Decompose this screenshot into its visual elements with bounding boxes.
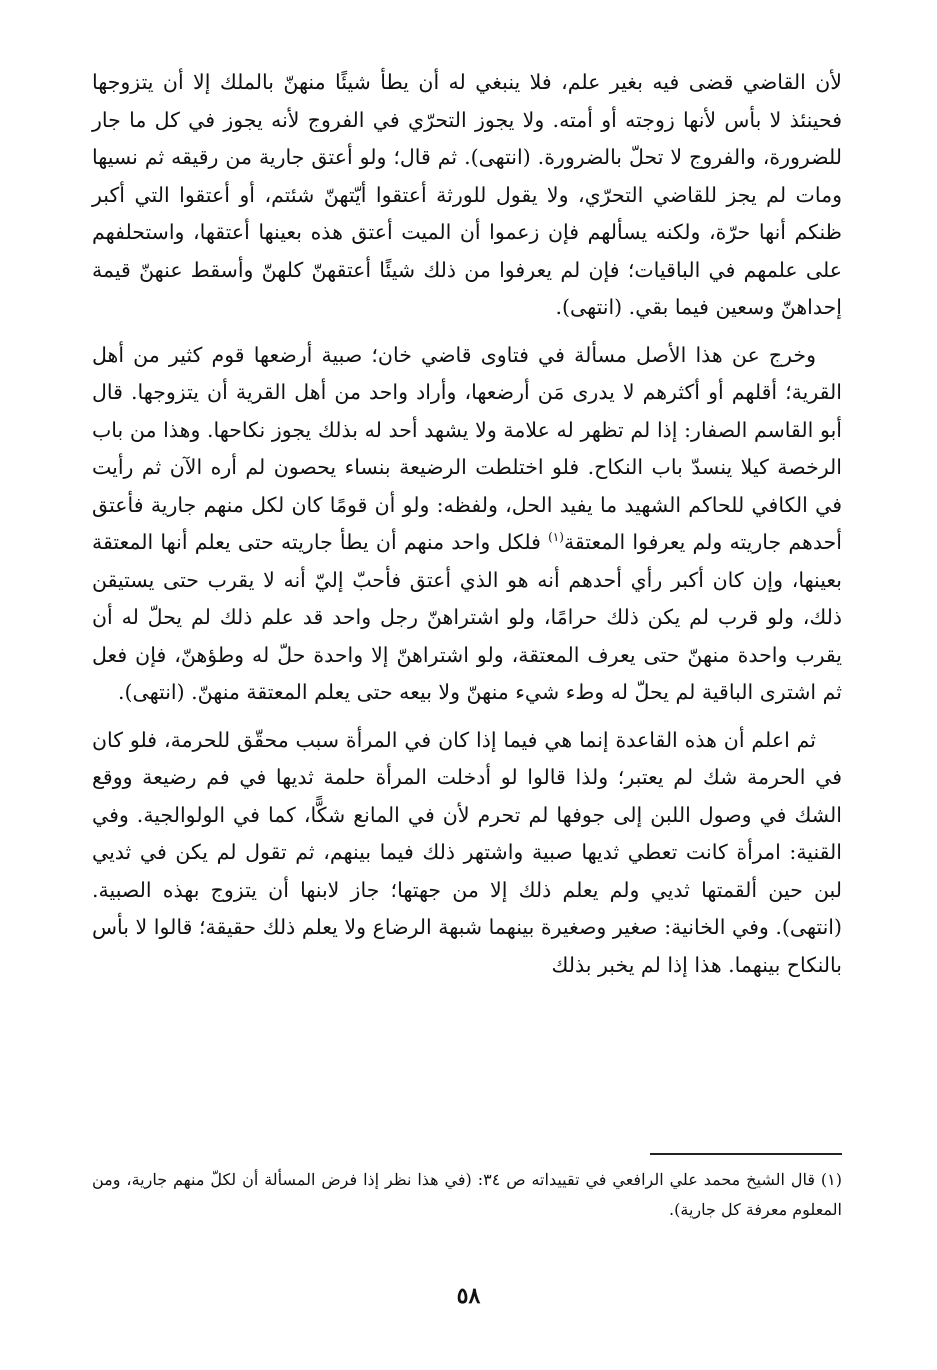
paragraph-3: ثم اعلم أن هذه القاعدة إنما هي فيما إذا كان في المرأة سبب محقّق للحرمة، فلو كان في الحرمة شك لم يعتبر؛ ولذا قالوا لو أدخلت المرأة حلمة ثديها في فم رضيعة ووقع الشك في وصول اللبن إلى جوفها لم تحرم لأن في المانع شكًّا، كما في الولوالجية. وفي القنية: امرأة كانت تعطي ثديها صبية واشتهر ذلك فيما بينهم، ثم تقول لم يكن في ثديي لبن حين ألقمتها ثديي ولم يعلم ذلك إلا من جهتها؛ جاز لابنها أن يتزوج بهذه الصبية. (انتهى). وفي الخانية: صغير وصغيرة بينهما شبهة الرضاع ولا يعلم ذلك حقيقة؛ قالوا لا بأس بالنكاح بينهما. هذا إذا لم يخبر بذلك bbox=[92, 727, 842, 977]
footnote-reference: (١) bbox=[548, 530, 564, 545]
paragraph-2 bbox=[92, 337, 842, 712]
footnote-section bbox=[92, 1165, 842, 1225]
paragraph-2-text: وخرج عن هذا الأصل مسألة في فتاوى قاضي خان؛ صبية أرضعها قوم كثير من أهل القرية؛ أقلهم أو أكثرهم لا يدرى مَن أرضعها، وأراد واحد من أهل القرية أن يتزوجها. قال أبو القاسم الصفار: إذا لم تظهر له علامة ولا يشهد أحد له بذلك يجوز نكاحها. وهذا من باب الرخصة كيلا ينسدّ باب النكاح. فلو اختلطت الرضيعة بنساء يحصون لم أره الآن ثم رأيت في الكافي للحاكم الشهيد ما يفيد الحل، ولفظه: ولو أن قومًا كان لكل منهم جارية فأعتق أحدهم جاريته ولم يعرفوا المعتقة bbox=[92, 342, 842, 554]
paragraph-2-continuation: فلكل واحد منهم أن يطأ جاريته حتى يعلم أنها المعتقة بعينها، وإن كان أكبر رأي أحدهم أنه هو الذي أعتق فأحبّ إليّ أنه لا يقرب حتى يستيقن ذلك، ولو قرب لم يكن ذلك حرامًا، ولو اشتراهنّ رجل واحد قد علم ذلك لم يحلّ له أن يقرب واحدة منهنّ حتى يعرف المعتقة، ولو اشتراهنّ إلا واحدة حلّ له وطؤهنّ، فإن فعل ثم اشترى الباقية لم يحلّ له وطء شيء منهنّ ولا بيعه حتى يعلم المعتقة منهنّ. (انتهى). bbox=[92, 530, 842, 704]
footnote-text: (١) قال الشيخ محمد علي الرافعي في تقييداته ص ٣٤: (في هذا نظر إذا فرض المسألة أن لكلّ منهم جارية، ومن المعلوم معرفة كل جارية). bbox=[92, 1170, 843, 1219]
footnote-divider bbox=[650, 1153, 842, 1155]
main-text bbox=[92, 64, 842, 994]
paragraph-1: لأن القاضي قضى فيه بغير علم، فلا ينبغي له أن يطأ شيئًا منهنّ بالملك إلا أن يتزوجها فحينئذ لا بأس لأنها زوجته أو أمته. ولا يجوز التحرّي في الفروج لأنه يجوز في كل ما جار للضرورة، والفروج لا تحلّ بالضرورة. (انتهى). ثم قال؛ ولو أعتق جارية من رقيقه ثم نسيها ومات لم يجز للقاضي التحرّي، ولا يقول للورثة أعتقوا أيّتهنّ شئتم، أو أعتقوا التي أكبر ظنكم أنها حرّة، ولكنه يسألهم فإن زعموا أن الميت أعتق هذه بعينها أعتقها، واستحلفهم على علمهم في الباقيات؛ فإن لم يعرفوا من ذلك شيئًا أعتقهنّ كلهنّ وأسقط عنهنّ قيمة إحداهنّ وسعين فيما بقي. (انتهى). bbox=[92, 70, 842, 319]
page-number: ٥٨ bbox=[456, 1283, 481, 1309]
